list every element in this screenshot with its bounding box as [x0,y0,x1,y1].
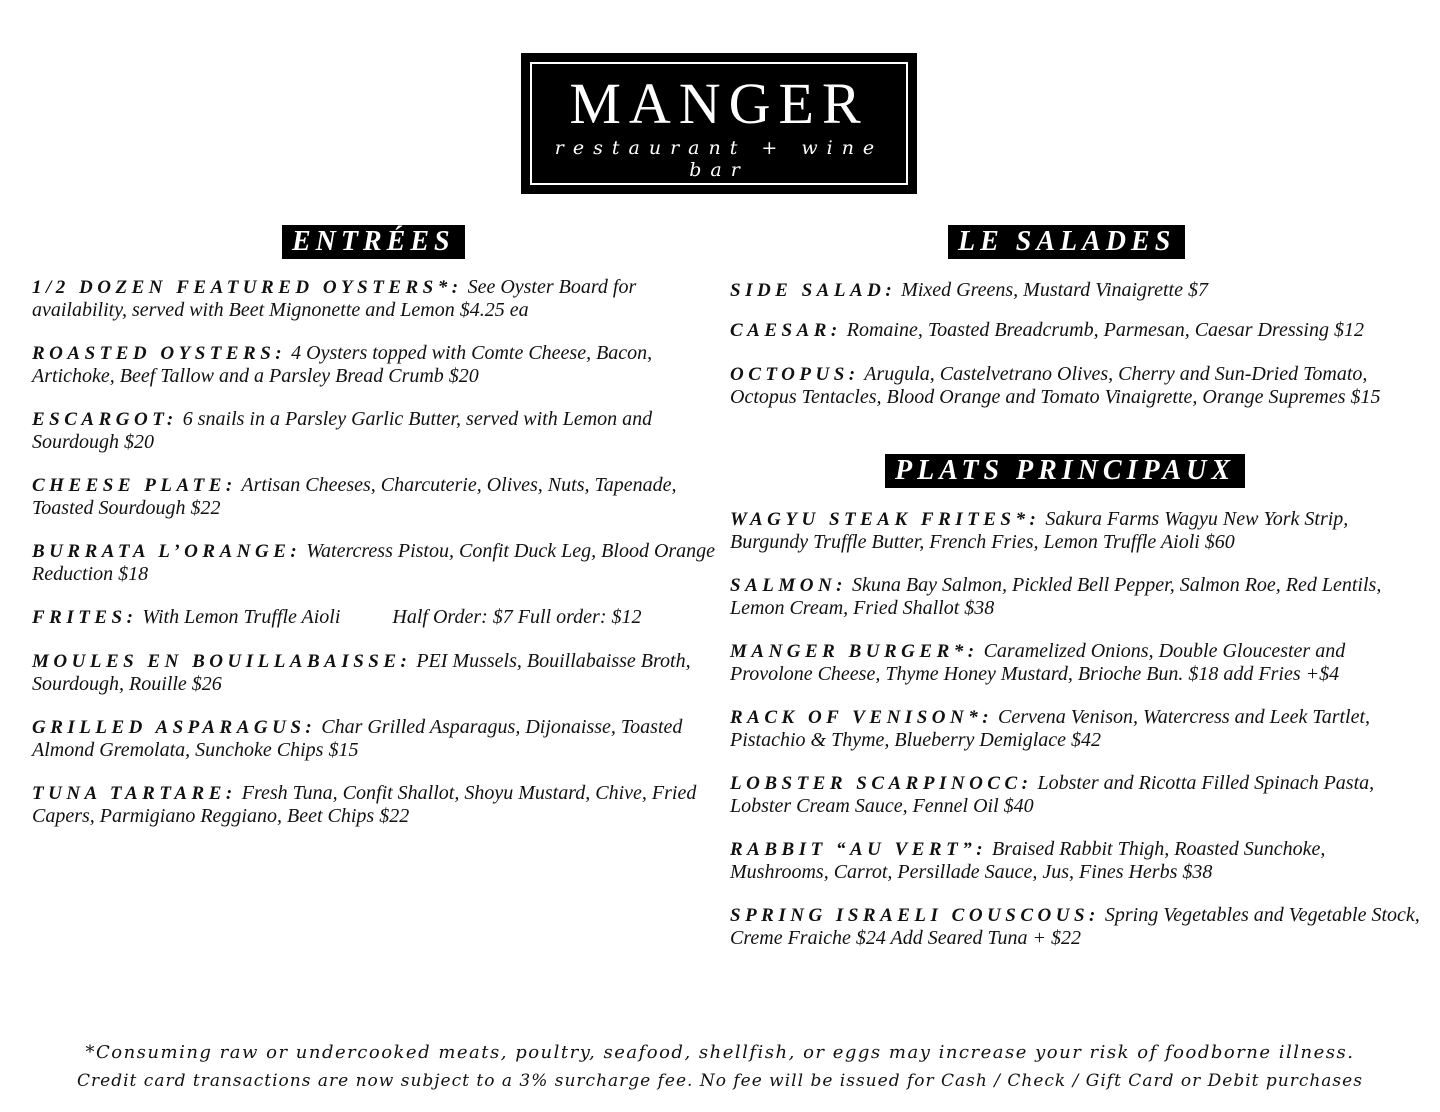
item-name: OCTOPUS: [730,364,860,385]
item-description: With Lemon Truffle Aioli [142,606,341,628]
item-name: CAESAR: [730,320,842,341]
item-name: ROASTED OYSTERS: [32,343,287,364]
menu-item [32,606,717,629]
salades-heading: LE SALADES [948,225,1185,259]
item-description: See Oyster Board for availability, served with Beet Mignonette and Lemon $4.25 ea [32,276,637,321]
menu-item [32,540,717,585]
plats-heading: PLATS PRINCIPAUX [885,454,1245,488]
menu-item [730,508,1420,553]
item-name: WAGYU STEAK FRITES*: [730,509,1041,530]
item-price-options: Half Order: $7 Full order: $12 [392,606,642,628]
item-description: Spring Vegetables and Vegetable Stock, Creme Fraiche $24 Add Seared Tuna + $22 [730,904,1420,949]
menu-item [730,838,1420,883]
item-description: 6 snails in a Parsley Garlic Butter, served with Lemon and Sourdough $20 [32,408,653,453]
menu-item [730,574,1420,619]
item-name: MOULES EN BOUILLABAISSE: [32,651,412,672]
item-name: RACK OF VENISON*: [730,707,994,728]
item-description: PEI Mussels, Bouillabaisse Broth, Sourdough, Rouille $26 [32,650,691,695]
menu-item [32,782,717,827]
menu-item [730,772,1420,817]
health-disclaimer: *Consuming raw or undercooked meats, poultry, seafood, shellfish, or eggs may increase your risk of foodborne illness. [85,1042,1355,1063]
menu-item [32,474,717,519]
item-description: Cervena Venison, Watercress and Leek Tartlet, Pistachio & Thyme, Blueberry Demiglace $42 [730,706,1371,751]
item-description: Char Grilled Asparagus, Dijonaisse, Toasted Almond Gremolata, Sunchoke Chips $15 [32,716,683,761]
item-description: Arugula, Castelvetrano Olives, Cherry and Sun-Dried Tomato, Octopus Tentacles, Blood Orange and Tomato Vinaigrette, Orange Supremes $15 [730,363,1381,408]
item-name: RABBIT “AU VERT”: [730,839,988,860]
menu-item [32,650,717,695]
item-name: CHEESE PLATE: [32,475,237,496]
item-description: Watercress Pistou, Confit Duck Leg, Blood Orange Reduction $18 [32,540,716,585]
item-description: Caramelized Onions, Double Gloucester and Provolone Cheese, Thyme Honey Mustard, Brioche Bun. $18 add Fries +$4 [730,640,1346,685]
entrees-heading: ENTRÉES [282,225,465,259]
item-name: SIDE SALAD: [730,280,897,301]
menu-item [730,319,1420,342]
item-description: Romaine, Toasted Breadcrumb, Parmesan, Caesar Dressing $12 [846,319,1364,341]
item-description: 4 Oysters topped with Comte Cheese, Bacon, Artichoke, Beef Tallow and a Parsley Bread Crumb $20 [32,342,653,387]
item-name: SPRING ISRAELI COUSCOUS: [730,905,1100,926]
item-description: Artisan Cheeses, Charcuterie, Olives, Nuts, Tapenade, Toasted Sourdough $22 [32,474,677,519]
item-description: Fresh Tuna, Confit Shallot, Shoyu Mustard, Chive, Fried Capers, Parmigiano Reggiano, Beet Chips $22 [32,782,697,827]
item-description: Skuna Bay Salmon, Pickled Bell Pepper, Salmon Roe, Red Lentils, Lemon Cream, Fried Shallot $38 [730,574,1382,619]
item-name: MANGER BURGER*: [730,641,979,662]
menu-item [730,363,1420,408]
menu-item [32,276,717,321]
item-name: 1/2 DOZEN FEATURED OYSTERS*: [32,277,463,298]
item-description: Braised Rabbit Thigh, Roasted Sunchoke, Mushrooms, Carrot, Persillade Sauce, Jus, Fines Herbs $38 [730,838,1326,883]
logo-subtitle: restaurant + wine bar [554,137,884,181]
surcharge-notice: Credit card transactions are now subject to a 3% surcharge fee. No fee will be issued for Cash / Check / Gift Card or Debit purchases [77,1071,1363,1091]
item-name: ESCARGOT: [32,409,178,430]
item-name: TUNA TARTARE: [32,783,237,804]
item-name: GRILLED ASPARAGUS: [32,717,317,738]
restaurant-logo [521,53,917,194]
menu-item [32,408,717,453]
item-name: BURRATA L’ORANGE: [32,541,302,562]
item-description: Lobster and Ricotta Filled Spinach Pasta, Lobster Cream Sauce, Fennel Oil $40 [730,772,1375,817]
menu-item [32,716,717,761]
item-name: LOBSTER SCARPINOCC: [730,773,1033,794]
menu-item [32,342,717,387]
menu-item [730,279,1420,302]
menu-item [730,706,1420,751]
item-description: Mixed Greens, Mustard Vinaigrette $7 [901,279,1208,301]
item-description: Sakura Farms Wagyu New York Strip, Burgundy Truffle Butter, French Fries, Lemon Truffle Aioli $60 [730,508,1349,553]
item-name: FRITES: [32,607,138,628]
logo-title: MANGER [569,71,869,136]
menu-item [730,640,1420,685]
menu-item [730,904,1420,949]
item-name: SALMON: [730,575,848,596]
